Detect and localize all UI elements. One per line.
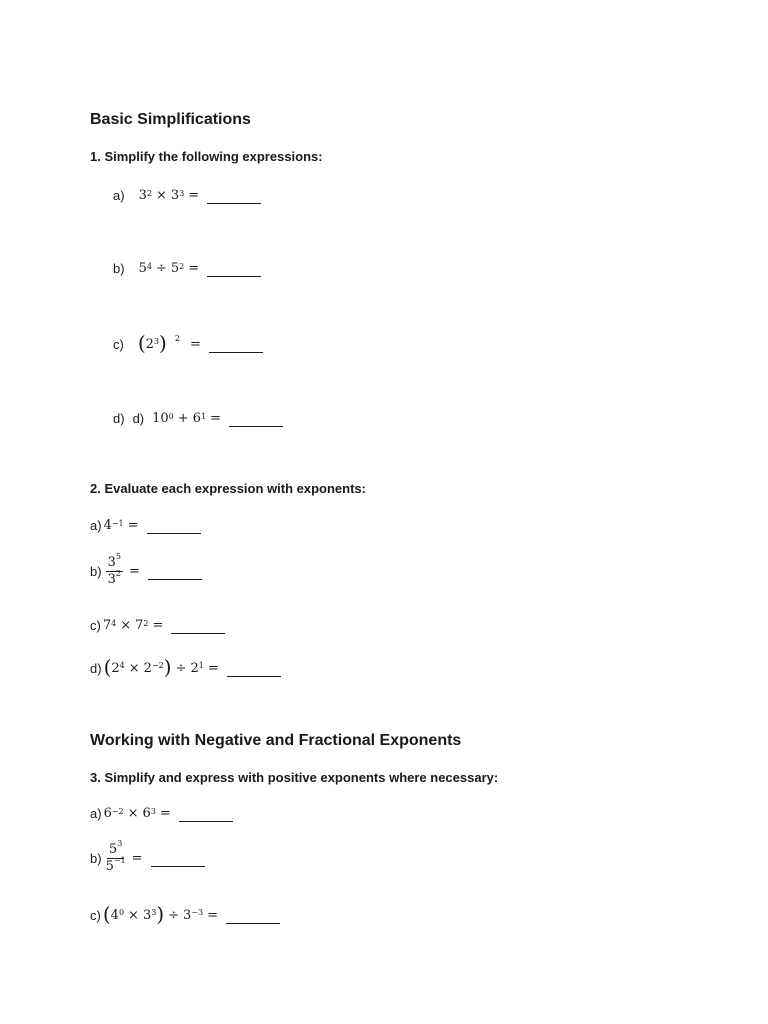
- expression: 4 $^{-1}$ =: [104, 518, 201, 533]
- section-title-negative-fractional: Working with Negative and Fractional Exponents: [90, 732, 462, 749]
- answer-blank[interactable]: [148, 567, 202, 580]
- answer-blank[interactable]: [147, 521, 201, 534]
- answer-blank[interactable]: [229, 414, 283, 427]
- answer-blank[interactable]: [171, 621, 225, 634]
- expression: 5 $^4$ ÷ 5 $^2$ =: [139, 261, 262, 276]
- q1-item-d: [113, 411, 283, 426]
- item-label: c): [90, 618, 101, 633]
- expression: $\frac{3^5}{3^2}$ =: [104, 556, 202, 587]
- answer-blank[interactable]: [209, 340, 263, 353]
- item-label: c): [90, 907, 101, 923]
- expression: 3 $^2$ × 3 $^3$ =: [139, 188, 262, 203]
- answer-blank[interactable]: [207, 191, 261, 204]
- q1-item-c: [113, 331, 263, 355]
- answer-blank[interactable]: [226, 911, 280, 924]
- q1-item-a: [113, 188, 261, 203]
- expression: ( 2 $^3$ ) $^2$ =: [138, 334, 263, 354]
- answer-blank[interactable]: [227, 664, 281, 677]
- question-1-heading: 1. Simplify the following expressions:: [90, 149, 323, 164]
- question-2-heading: 2. Evaluate each expression with exponents:: [90, 481, 366, 496]
- item-label: c): [113, 336, 124, 352]
- q3-item-c: [90, 902, 280, 926]
- item-label: b): [90, 851, 102, 866]
- expression: $\frac{5^3}{5^{-1}}$ =: [104, 843, 205, 874]
- item-label: a): [90, 518, 102, 533]
- q1-item-b: [113, 261, 261, 276]
- question-3-heading: 3. Simplify and express with positive exponents where necessary:: [90, 770, 499, 785]
- answer-blank[interactable]: [179, 809, 233, 822]
- item-prefix: d): [132, 411, 145, 426]
- fraction: $\frac{3^5}{3^2}$: [107, 551, 121, 587]
- answer-blank[interactable]: [207, 264, 261, 277]
- expression: ( 4 $^0$ × 3 $^3$ ) ÷ 3 $^{-3}$ =: [103, 905, 280, 925]
- item-label: d): [90, 660, 102, 676]
- expression: 7 $^4$ × 7 $^2$ =: [103, 618, 226, 633]
- item-label: d): [113, 411, 125, 426]
- item-label: a): [90, 806, 102, 821]
- expression: 10 $^0$ + 6 $^1$ =: [152, 411, 283, 426]
- expression: ( 2 $^4$ × 2 $^{-2}$ ) ÷ 2 $^1$ =: [104, 658, 281, 678]
- item-label: b): [113, 261, 125, 276]
- item-label: b): [90, 564, 102, 579]
- q2-item-b: [90, 551, 202, 587]
- fraction: $\frac{5^3}{5^{-1}}$: [105, 838, 126, 874]
- q3-item-a: [90, 806, 233, 821]
- q2-item-c: [90, 618, 225, 633]
- answer-blank[interactable]: [151, 854, 205, 867]
- q3-item-b: [90, 838, 205, 874]
- q2-item-d: [90, 655, 281, 679]
- expression: 6 $^{-2}$ × 6 $^3$ =: [104, 806, 233, 821]
- section-title-basic: Basic Simplifications: [90, 111, 251, 128]
- q2-item-a: [90, 518, 201, 533]
- item-label: a): [113, 188, 125, 203]
